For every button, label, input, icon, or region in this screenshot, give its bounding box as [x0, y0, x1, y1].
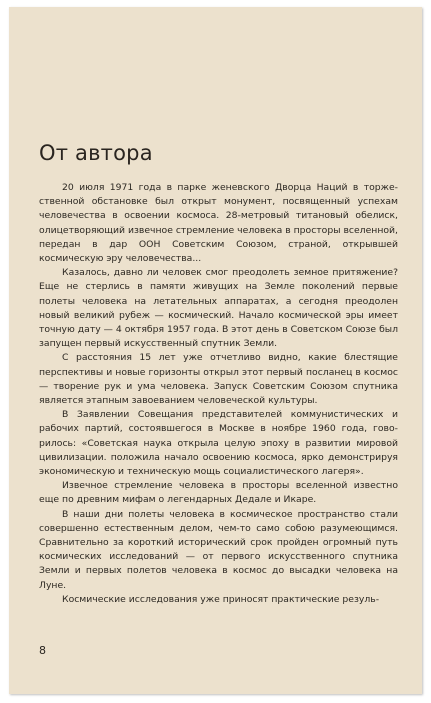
paragraph: Космические исследования уже приносят практические резуль-	[62, 593, 380, 605]
paragraph: С расстояния 15 лет уже отчетливо видно, какие блестящие перспективы и новые горизонты открыл этот первый посланец в космос — творение рук и ума человека. Запуск Советским Союзом спутника является этапным завоеванием человеческой культуры.	[39, 352, 398, 407]
paragraph: Казалось, давно ли человек смог преодолеть земное притяжение? Еще не стерлись в памяти живущих на Земле поколений первые полеты человека на летательных аппаратах, а сегодня преодолен новый великий рубеж — космический. Начало космической эры имеет точную дату — 4 октября 1957 года. В этот день в Советском Союзе был запущен первый искусственный спутник Земли.	[39, 267, 398, 350]
page-title: От автора	[39, 141, 153, 165]
page-number: 8	[39, 644, 46, 657]
paragraph: Извечное стремление человека в просторы вселенной известно еще по древним мифам о легендарных Дедале и Икаре.	[39, 480, 398, 506]
body-text	[39, 181, 398, 607]
paragraph: В наши дни полеты человека в космическое пространство стали совершенно естественным делом, чем-то само собою разумеющимся. Сравнительно за короткий исторический срок пройден огромный путь космических исследований — от первого искусственного спутника Земли и первых полетов человека в космос до высадки человека на Луне.	[39, 508, 398, 591]
book-page	[9, 7, 422, 694]
paragraph: В Заявлении Совещания представителей коммунистических и рабочих партий, состоявшегося в Москве в ноябре 1960 года, говорилось: «Советская наука открыла целую эпоху в развитии мировой цивилизации. положила начало освоению космоса, ярко демонстрируя экономическую и техническую мощь социалистического лагеря».	[39, 409, 398, 478]
paragraph: 20 июля 1971 года в парке женевского Дворца Наций в торжественной обстановке был открыт монумент, посвященный успехам человечества в освоении космоса. 28-метровый титановый обелиск, олицетворяющий извечное стремление человека в просторы вселенной, передан в дар ООН Советским Союзом, страной, открывшей космическую эру человечества...	[39, 182, 398, 265]
